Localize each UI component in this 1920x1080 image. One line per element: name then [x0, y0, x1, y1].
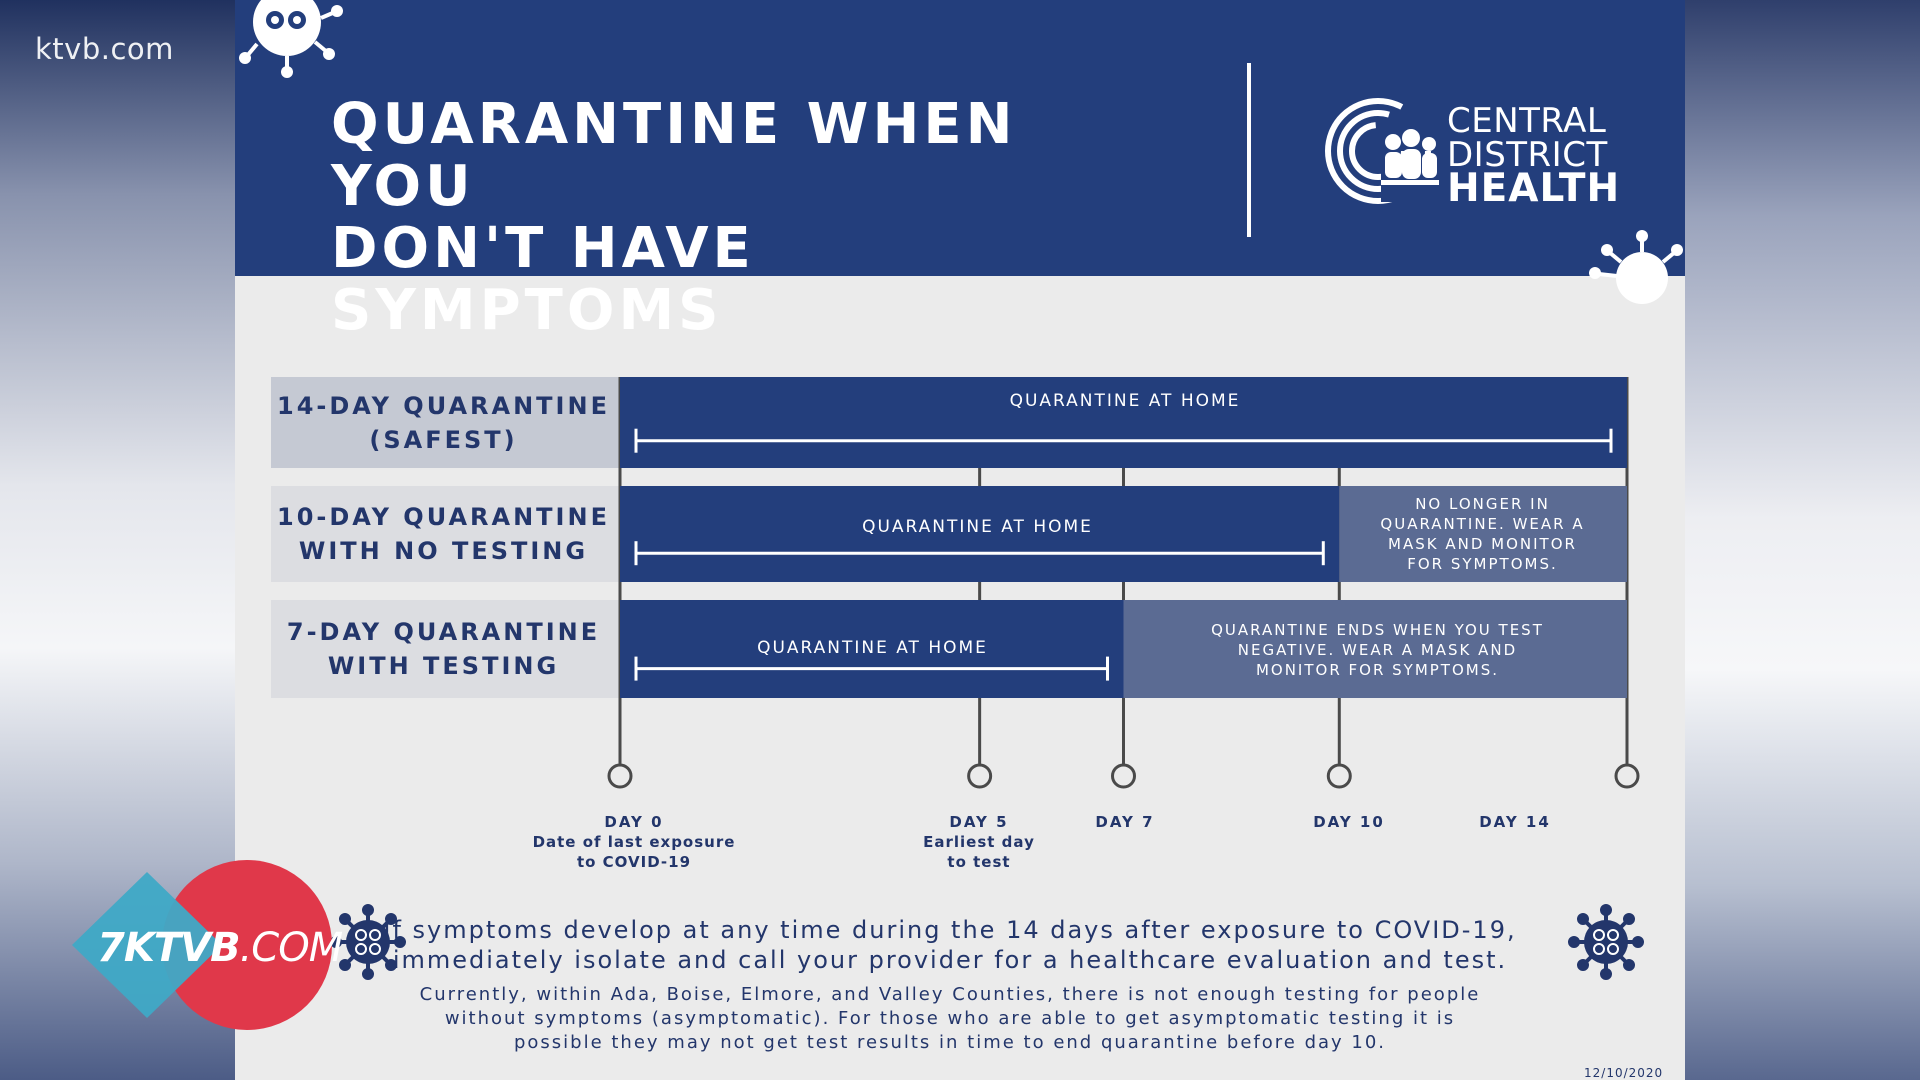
- note-line: NO LONGER IN: [1415, 495, 1550, 513]
- day-label-text: DAY 10: [1313, 813, 1385, 831]
- note-line: FOR SYMPTOMS.: [1407, 555, 1558, 573]
- channel-watermark: ktvb.com: [35, 32, 174, 66]
- row-label-line-1: 10-DAY QUARANTINE: [277, 503, 610, 531]
- note-line: NEGATIVE. WEAR A MASK AND: [1237, 641, 1518, 659]
- row-7-home-text: QUARANTINE AT HOME: [757, 638, 988, 658]
- note-line: QUARANTINE ENDS WHEN YOU TEST: [1211, 621, 1544, 639]
- station-suffix: .COM: [239, 925, 343, 971]
- day-marker-circle: [1113, 765, 1135, 787]
- row-label-14-day: [271, 377, 616, 468]
- ktvb-station-logo-text: [97, 925, 342, 971]
- logo-line-3: HEALTH: [1447, 166, 1621, 211]
- day-label-text: DAY 5: [949, 813, 1009, 831]
- row-label-line-1: 7-DAY QUARANTINE: [286, 618, 601, 646]
- note-line: MASK AND MONITOR: [1388, 535, 1577, 553]
- note-line-2: without symptoms (asymptomatic). For those who are able to get asymptomatic testing it is: [444, 1008, 1456, 1029]
- station-letters: KTVB: [123, 925, 240, 971]
- title-line-1: QUARANTINE WHEN YOU: [331, 92, 1017, 219]
- poster-date: 12/10/2020: [1584, 1066, 1664, 1080]
- title-line-2: DON'T HAVE SYMPTOMS: [331, 216, 755, 343]
- day-desc: Earliest day: [923, 833, 1035, 851]
- day-0-label: [514, 812, 754, 872]
- day-marker-circle: [609, 765, 631, 787]
- day-label-text: DAY 14: [1479, 813, 1551, 831]
- row-14-home-text: QUARANTINE AT HOME: [1009, 391, 1241, 411]
- symptoms-warning: [375, 915, 1525, 975]
- logo-line-1: CENTRAL: [1447, 101, 1607, 141]
- warning-line-2: immediately isolate and call your provider for a healthcare evaluation and test.: [392, 946, 1508, 974]
- quarantine-poster: [235, 0, 1685, 1080]
- day-marker-circle: [1328, 765, 1350, 787]
- logo-line-2: DISTRICT: [1447, 135, 1608, 175]
- background-right: [1685, 0, 1920, 1080]
- row-label-line-2: WITH NO TESTING: [298, 537, 589, 565]
- note-line-1: Currently, within Ada, Boise, Elmore, and Valley Counties, there is not enough testing for people: [419, 984, 1481, 1005]
- station-number: 7: [97, 925, 124, 971]
- row-10-home-text: QUARANTINE AT HOME: [862, 517, 1093, 537]
- note-line: MONITOR FOR SYMPTOMS.: [1255, 661, 1500, 679]
- day-7-label: [1005, 812, 1245, 832]
- day-marker-circle: [1616, 765, 1638, 787]
- row-label-line-2: (SAFEST): [369, 425, 518, 454]
- row-label-line-1: 14-DAY QUARANTINE: [277, 391, 610, 420]
- row-10-after-note: [1335, 486, 1630, 582]
- day-14-label: [1395, 812, 1635, 832]
- day-marker-circle: [969, 765, 991, 787]
- day-desc: Date of last exposure: [532, 833, 736, 851]
- day-desc: to test: [947, 853, 1011, 871]
- warning-line-1: If symptoms develop at any time during the 14 days after exposure to COVID-19,: [383, 916, 1517, 944]
- day-label-text: DAY 0: [604, 813, 664, 831]
- testing-note: [385, 983, 1515, 1055]
- row-label-line-2: WITH TESTING: [327, 652, 560, 680]
- day-desc: to COVID-19: [576, 853, 692, 871]
- row-label-7-day: [271, 600, 616, 698]
- virus-icon: [1569, 905, 1643, 979]
- note-line: QUARANTINE. WEAR A: [1380, 515, 1585, 533]
- day-label-text: DAY 7: [1095, 813, 1155, 831]
- note-line-3: possible they may not get test results in time to end quarantine before day 10.: [513, 1032, 1387, 1053]
- row-7-after-note: [1125, 604, 1630, 696]
- row-label-10-day: [271, 486, 616, 582]
